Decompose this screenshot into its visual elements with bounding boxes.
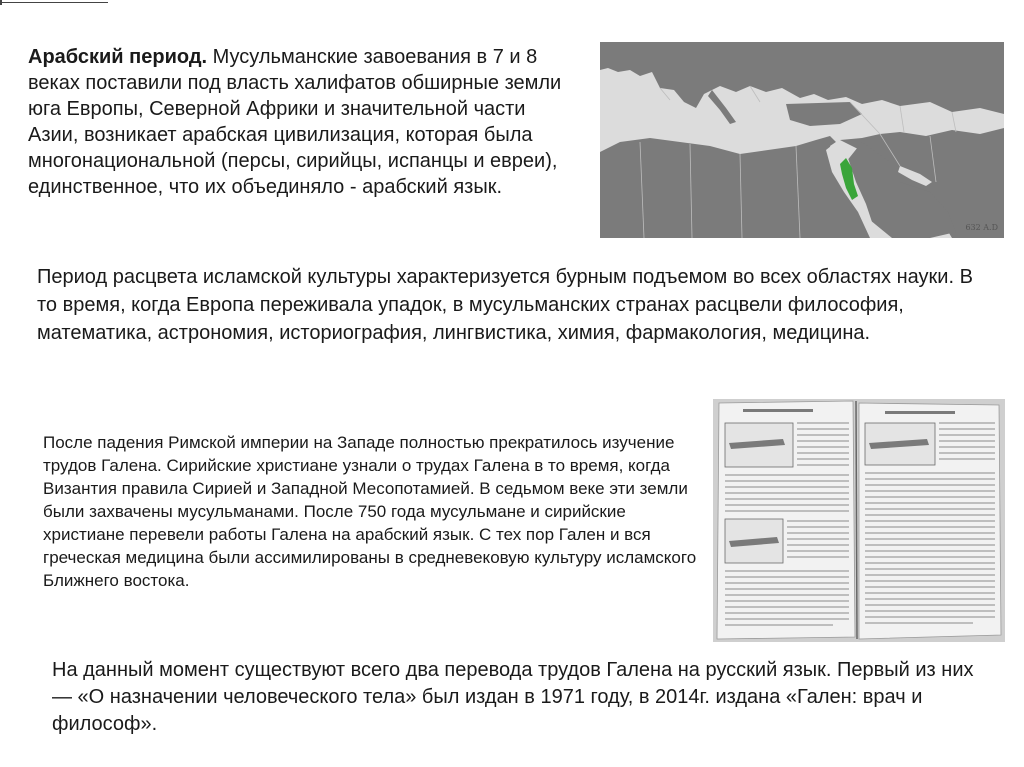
middle-east-map: [600, 42, 1004, 238]
paragraph-body: Мусульманские завоевания в 7 и 8 веках поставили под власть халифатов обширные земли юга Европы, Северной Африки и значительной части Азии, возникает арабская цивилизация, которая была многонациональной (персы, сирийцы, испанцы и евреи), единственное, что их объединяло - арабский язык.: [28, 46, 562, 198]
paragraph-lead: Арабский период.: [28, 46, 208, 68]
paragraph-arab-period: [28, 44, 580, 200]
book-graphic: [713, 399, 1005, 642]
paragraph-galen-history: После падения Римской империи на Западе полностью прекратилось изучение трудов Галена. Сирийские христиане узнали о трудах Галена в то время, когда Византия правила Сирией и Западной Месопотамией. В седьмом веке эти земли были захвачены мусульманами. После 750 года мусульмане и сирийские христиане перевели работы Галена на арабский язык. С тех пор Гален и вся греческая медицина были ассимилированы в средневековую культуру исламского Ближнего востока.: [43, 433, 697, 590]
book-photo: [713, 399, 1005, 642]
paragraph-islamic-culture: Период расцвета исламской культуры характеризуется бурным подъемом во всех областях науки. В то время, когда Европа переживала упадок, в мусульманских странах расцвели философия, математика, астрономия, историография, лингвистика, химия, фармакология, медицина.: [37, 266, 973, 344]
map-caption: 632 A.D: [965, 223, 998, 232]
corner-mark: [0, 0, 110, 6]
paragraph-russian-translations: На данный момент существуют всего два перевода трудов Галена на русский язык. Первый из них — «О назначении человеческого тела» был издан в 1971 году, в 2014г. издана «Гален: врач и философ».: [52, 659, 974, 735]
map-graphic: [600, 42, 1004, 238]
